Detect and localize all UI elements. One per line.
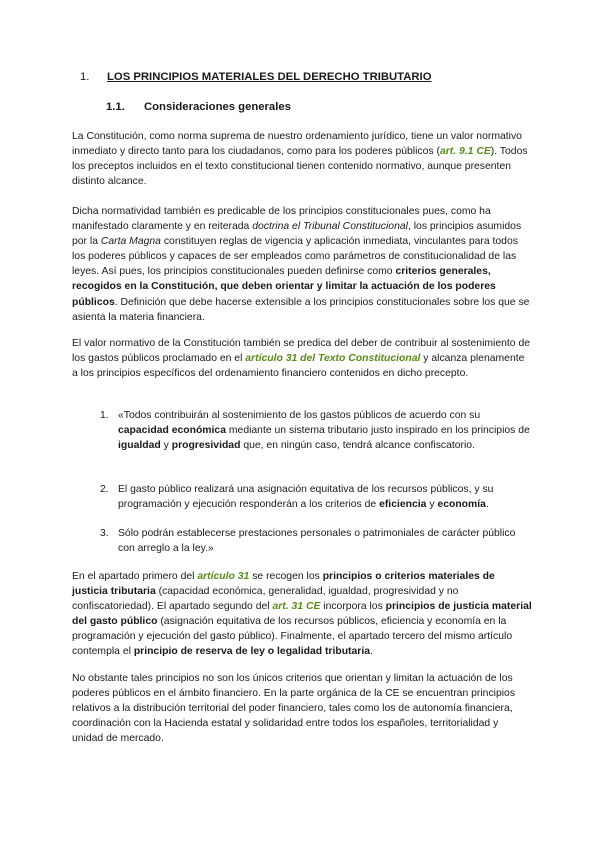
paragraph-normativity: [72, 204, 532, 325]
text-run: Dicha normatividad también es predicable de los principios constitucionales pues, como ha manifestado claramente y en reiterada: [72, 206, 491, 233]
bold-term: principio de reserva de ley o legalidad tributaria: [133, 646, 370, 658]
list-item: [100, 408, 530, 453]
paragraph-other-principles: [72, 671, 532, 746]
text-run: y: [426, 499, 438, 511]
list-number: 2.: [100, 484, 109, 495]
text-run: y: [160, 440, 172, 452]
text-run: que, en ningún caso, tendrá alcance confiscatorio.: [240, 440, 475, 452]
bold-term: progresividad: [171, 440, 241, 452]
bold-term: principios o criterios materiales de justicia tributaria: [72, 571, 495, 598]
bold-term: capacidad económica: [118, 425, 226, 437]
legal-reference: artículo 31: [197, 571, 250, 582]
text-run: La Constitución, como norma suprema de nuestro ordenamiento jurídico, tiene un valor normativo inmediato y directo tanto para los ciudadanos, como para los poderes públicos (: [72, 131, 522, 158]
section-title: LOS PRINCIPIOS MATERIALES DEL DERECHO TRIBUTARIO: [107, 71, 432, 83]
bold-term: eficiencia: [379, 499, 427, 511]
section-number: 1.: [80, 71, 90, 83]
text-run: Sólo podrán establecerse prestaciones personales o patrimoniales de carácter público con arreglo a la ley.»: [118, 528, 516, 555]
paragraph-constitution: [72, 129, 532, 189]
text-run: El valor normativo de la Constitución también se predica del deber de contribuir al sostenimiento de los gastos públicos proclamado en el: [72, 338, 531, 365]
bold-definition: criterios generales, recogidos en la Constitución, que deben orientar y limitar la actuación de los poderes públicos: [72, 266, 496, 308]
section-heading: [80, 70, 432, 85]
legal-reference: artículo 31 del Texto Constitucional: [245, 353, 421, 365]
text-run: «Todos contribuirán al sostenimiento de los gastos públicos de acuerdo con su: [118, 410, 481, 421]
italic-term: Carta Magna: [100, 236, 161, 248]
list-item: [100, 482, 530, 512]
text-run: . Definición que debe hacerse extensible a los principios constitucionales sobre los que se asienta la materia financiera.: [72, 296, 530, 323]
paragraph-normative-value: [72, 336, 532, 381]
legal-reference: art. 31 CE: [272, 601, 321, 613]
legal-reference: art. 9.1 CE: [439, 146, 491, 158]
text-run: se recogen los: [249, 571, 323, 582]
list-number: 3.: [100, 528, 109, 539]
text-run: (asignación equitativa de los recursos públicos, eficiencia y economía en la programación y ejecución del gasto público). Finalmente, el apartado tercero del mismo artículo contempla el: [72, 616, 513, 658]
text-run: , los principios asumidos por la: [72, 221, 522, 248]
list-item: [100, 526, 530, 556]
text-run: (capacidad económica, generalidad, igualdad, progresividad y no confiscatoriedad). El apartado segundo del: [72, 586, 459, 613]
text-run: ). Todos los preceptos incluidos en el texto constitucional tienen contenido normativo, aunque presenten distinto alcance.: [72, 146, 528, 188]
text-run: No obstante tales principios no son los únicos criterios que orientan y limitan la actuación de los poderes públicos en el ámbito financiero. En la parte orgánica de la CE se encuentran principios relativos a la distribución territorial del poder financiero, tales como los de autonomía financiera, coordinación con la Hacienda estatal y solidaridad entre todos los españoles, territorialidad y unidad de mercado.: [72, 673, 516, 745]
bold-term: economía: [437, 499, 486, 511]
text-run: constituyen reglas de vigencia y aplicación inmediata, vinculantes para todos los poderes públicos y capaces de ser empleados como parámetros de constitucionalidad de las leyes. Así pues, los principios constitucionales pueden definirse como: [72, 236, 518, 278]
subsection-heading: [106, 100, 291, 115]
list-number: 1.: [100, 410, 109, 421]
text-run: y alcanza plenamente a los principios específicos del ordenamiento financiero contenidos en dicho precepto.: [72, 353, 525, 380]
bold-term: principios de justicia material del gasto público: [72, 601, 532, 628]
text-run: En el apartado primero del: [72, 571, 198, 582]
text-run: incorpora los: [320, 601, 386, 613]
text-run: El gasto público realizará una asignación equitativa de los recursos públicos, y su programación y ejecución responderán a los criterios de: [118, 484, 494, 511]
paragraph-article-31: [72, 569, 532, 660]
text-run: .: [370, 646, 373, 658]
italic-term: doctrina el Tribunal Constitucional: [252, 221, 408, 233]
bold-term: igualdad: [118, 440, 161, 452]
subsection-number: 1.1.: [106, 101, 125, 113]
text-run: .: [485, 499, 489, 511]
text-run: mediante un sistema tributario justo inspirado en los principios de: [226, 425, 530, 437]
subsection-title: Consideraciones generales: [144, 101, 291, 113]
